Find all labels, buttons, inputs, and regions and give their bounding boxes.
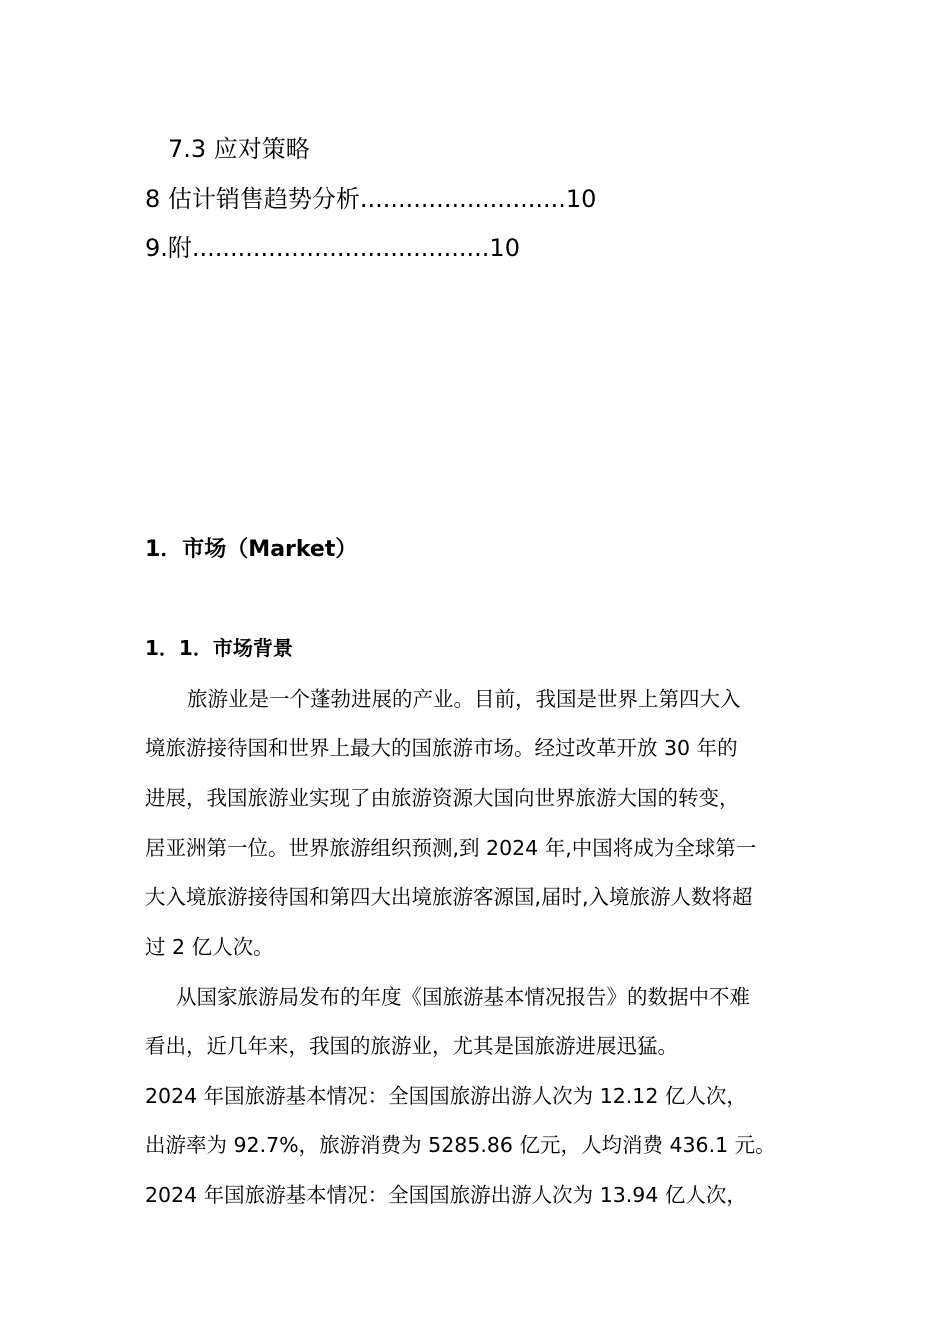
paragraph-1-line: 旅游业是一个蓬勃进展的产业。目前，我国是世界上第四大入	[187, 687, 741, 711]
section-1-heading: 1．市场（Market）	[145, 537, 358, 562]
stats-line: 2024 年国旅游基本情况：全国国旅游出游人次为 13.94 亿人次，	[145, 1183, 747, 1207]
stats-line: 出游率为 92.7%，旅游消费为 5285.86 亿元，人均消费 436.1 元。	[145, 1133, 776, 1157]
paragraph-2-line: 从国家旅游局发布的年度《国旅游基本情况报告》的数据中不难	[176, 985, 750, 1009]
toc-item-9: 9.附.......................................10	[145, 234, 520, 262]
paragraph-1-line: 境旅游接待国和世界上最大的国旅游市场。经过改革开放 30 年的	[145, 736, 738, 760]
paragraph-2-line: 看出，近几年来，我国的旅游业，尤其是国旅游进展迅猛。	[145, 1034, 678, 1058]
paragraph-1-line: 居亚洲第一位。世界旅游组织预测,到 2024 年,中国将成为全球第一	[145, 836, 757, 860]
paragraph-1-line: 过 2 亿人次。	[145, 935, 274, 959]
paragraph-1-line: 进展，我国旅游业实现了由旅游资源大国向世界旅游大国的转变，	[145, 786, 740, 810]
toc-item-8: 8 估计销售趋势分析...........................10	[145, 185, 597, 213]
subsection-1-1-heading: 1．1．市场背景	[145, 636, 293, 660]
toc-item-7-3: 7.3 应对策略	[168, 135, 310, 163]
paragraph-1-line: 大入境旅游接待国和第四大出境旅游客源国,届时,入境旅游人数将超	[145, 885, 753, 909]
stats-line: 2024 年国旅游基本情况：全国国旅游出游人次为 12.12 亿人次，	[145, 1084, 747, 1108]
